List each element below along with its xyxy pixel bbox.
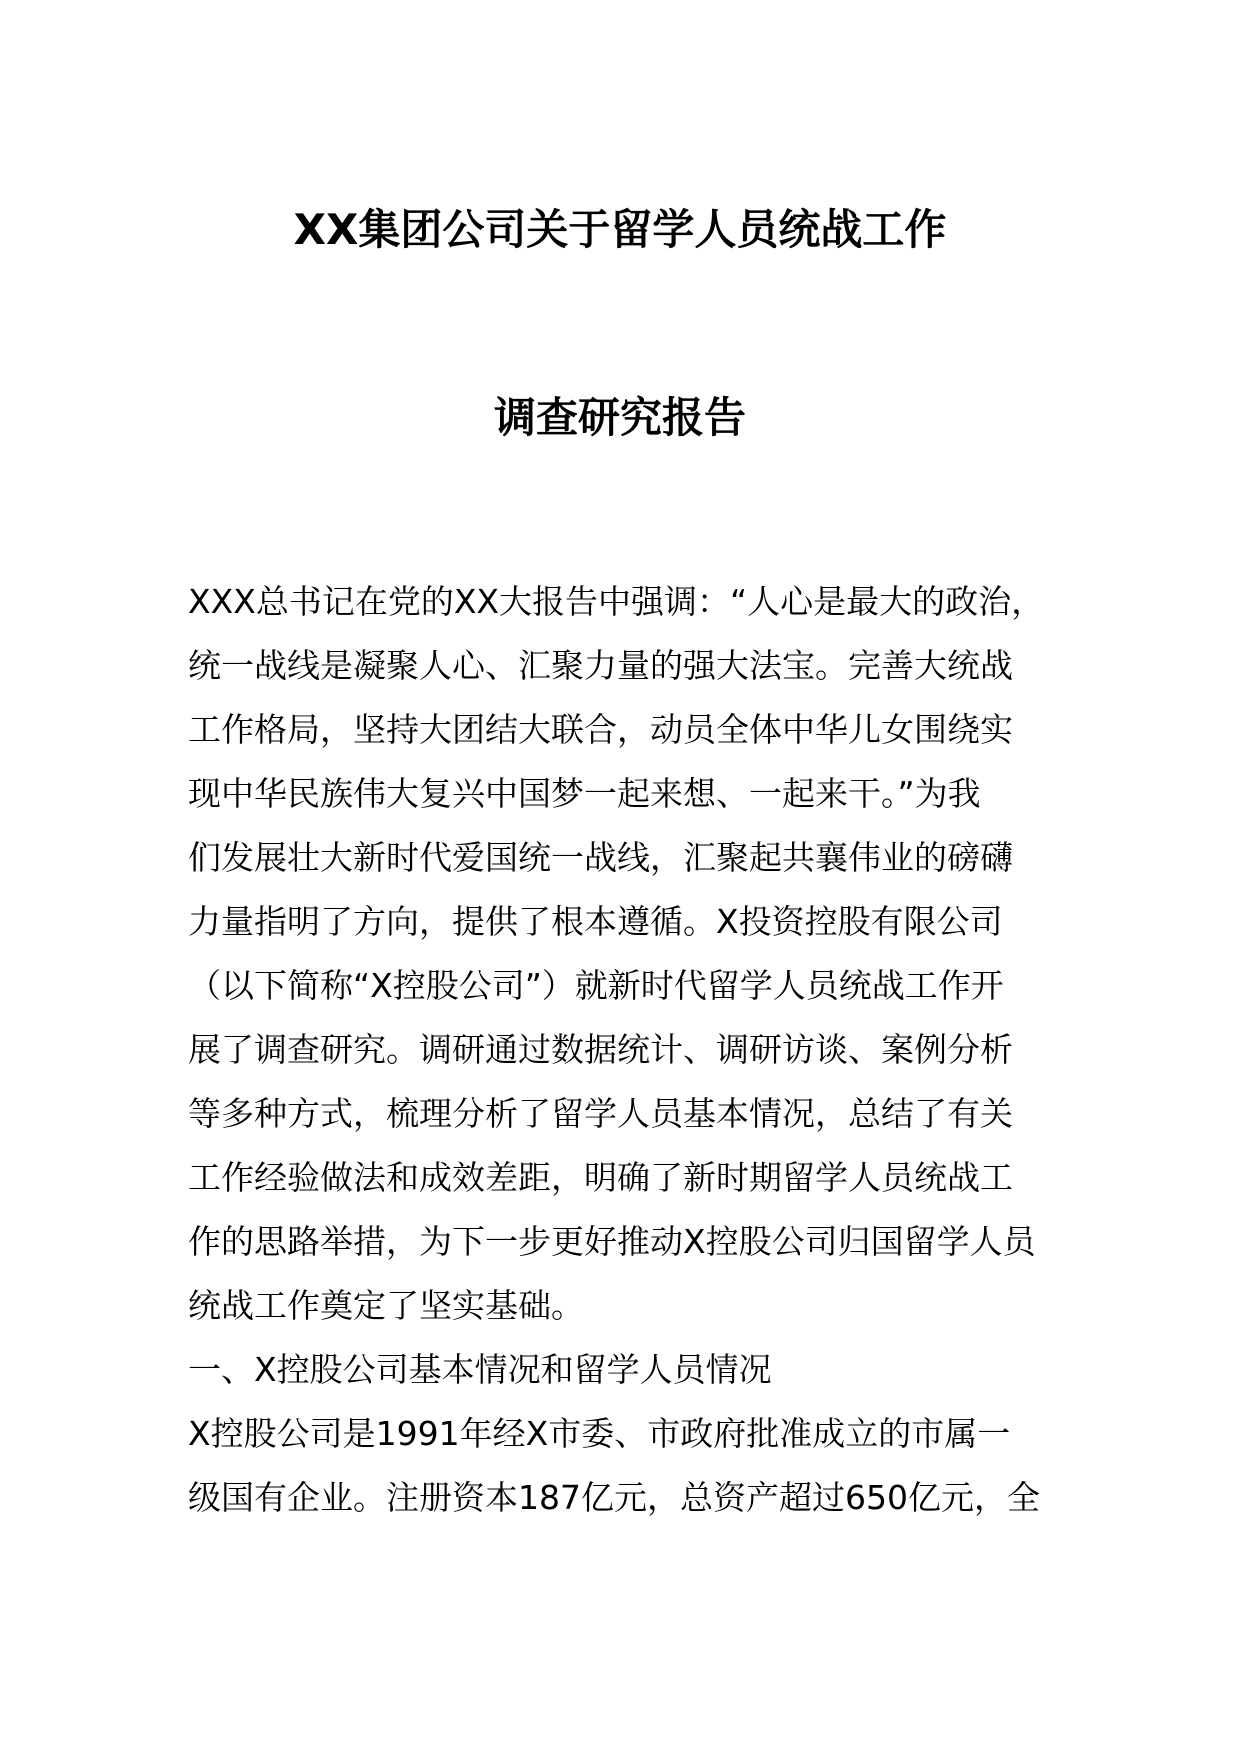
body-line: （以下简称“X控股公司”）就新时代留学人员统战工作开 (188, 966, 1004, 1005)
body-line: 们发展壮大新时代爱国统一战线，汇聚起共襄伟业的磅礴 (188, 838, 1013, 877)
body-line: XXX总书记在党的XX大报告中强调：“人心是最大的政治， (188, 582, 1045, 621)
body-line: 等多种方式，梳理分析了留学人员基本情况，总结了有关 (188, 1094, 1013, 1133)
body-line: 级国有企业。注册资本187亿元，总资产超过650亿元，全 (188, 1478, 1040, 1517)
body-line: 展了调查研究。调研通过数据统计、调研访谈、案例分析 (188, 1030, 1013, 1069)
section-heading: 一、X控股公司基本情况和留学人员情况 (188, 1350, 772, 1389)
document-title-line-2: 调查研究报告 (493, 393, 746, 442)
body-line: 统战工作奠定了坚实基础。 (188, 1286, 584, 1325)
document-body (188, 570, 1058, 1530)
body-line: 力量指明了方向，提供了根本遵循。X投资控股有限公司 (188, 902, 1003, 941)
body-line: 统一战线是凝聚人心、汇聚力量的强大法宝。完善大统战 (188, 646, 1013, 685)
body-line: 工作格局，坚持大团结大联合，动员全体中华儿女围绕实 (188, 710, 1013, 749)
body-line: X控股公司是1991年经X市委、市政府批准成立的市属一 (188, 1414, 1011, 1453)
document-title-line-1: XX集团公司关于留学人员统战工作 (293, 205, 947, 254)
body-line: 作的思路举措，为下一步更好推动X控股公司归国留学人员 (188, 1222, 1036, 1261)
body-line: 工作经验做法和成效差距，明确了新时期留学人员统战工 (188, 1158, 1013, 1197)
body-line: 现中华民族伟大复兴中国梦一起来想、一起来干。”为我 (188, 774, 981, 813)
